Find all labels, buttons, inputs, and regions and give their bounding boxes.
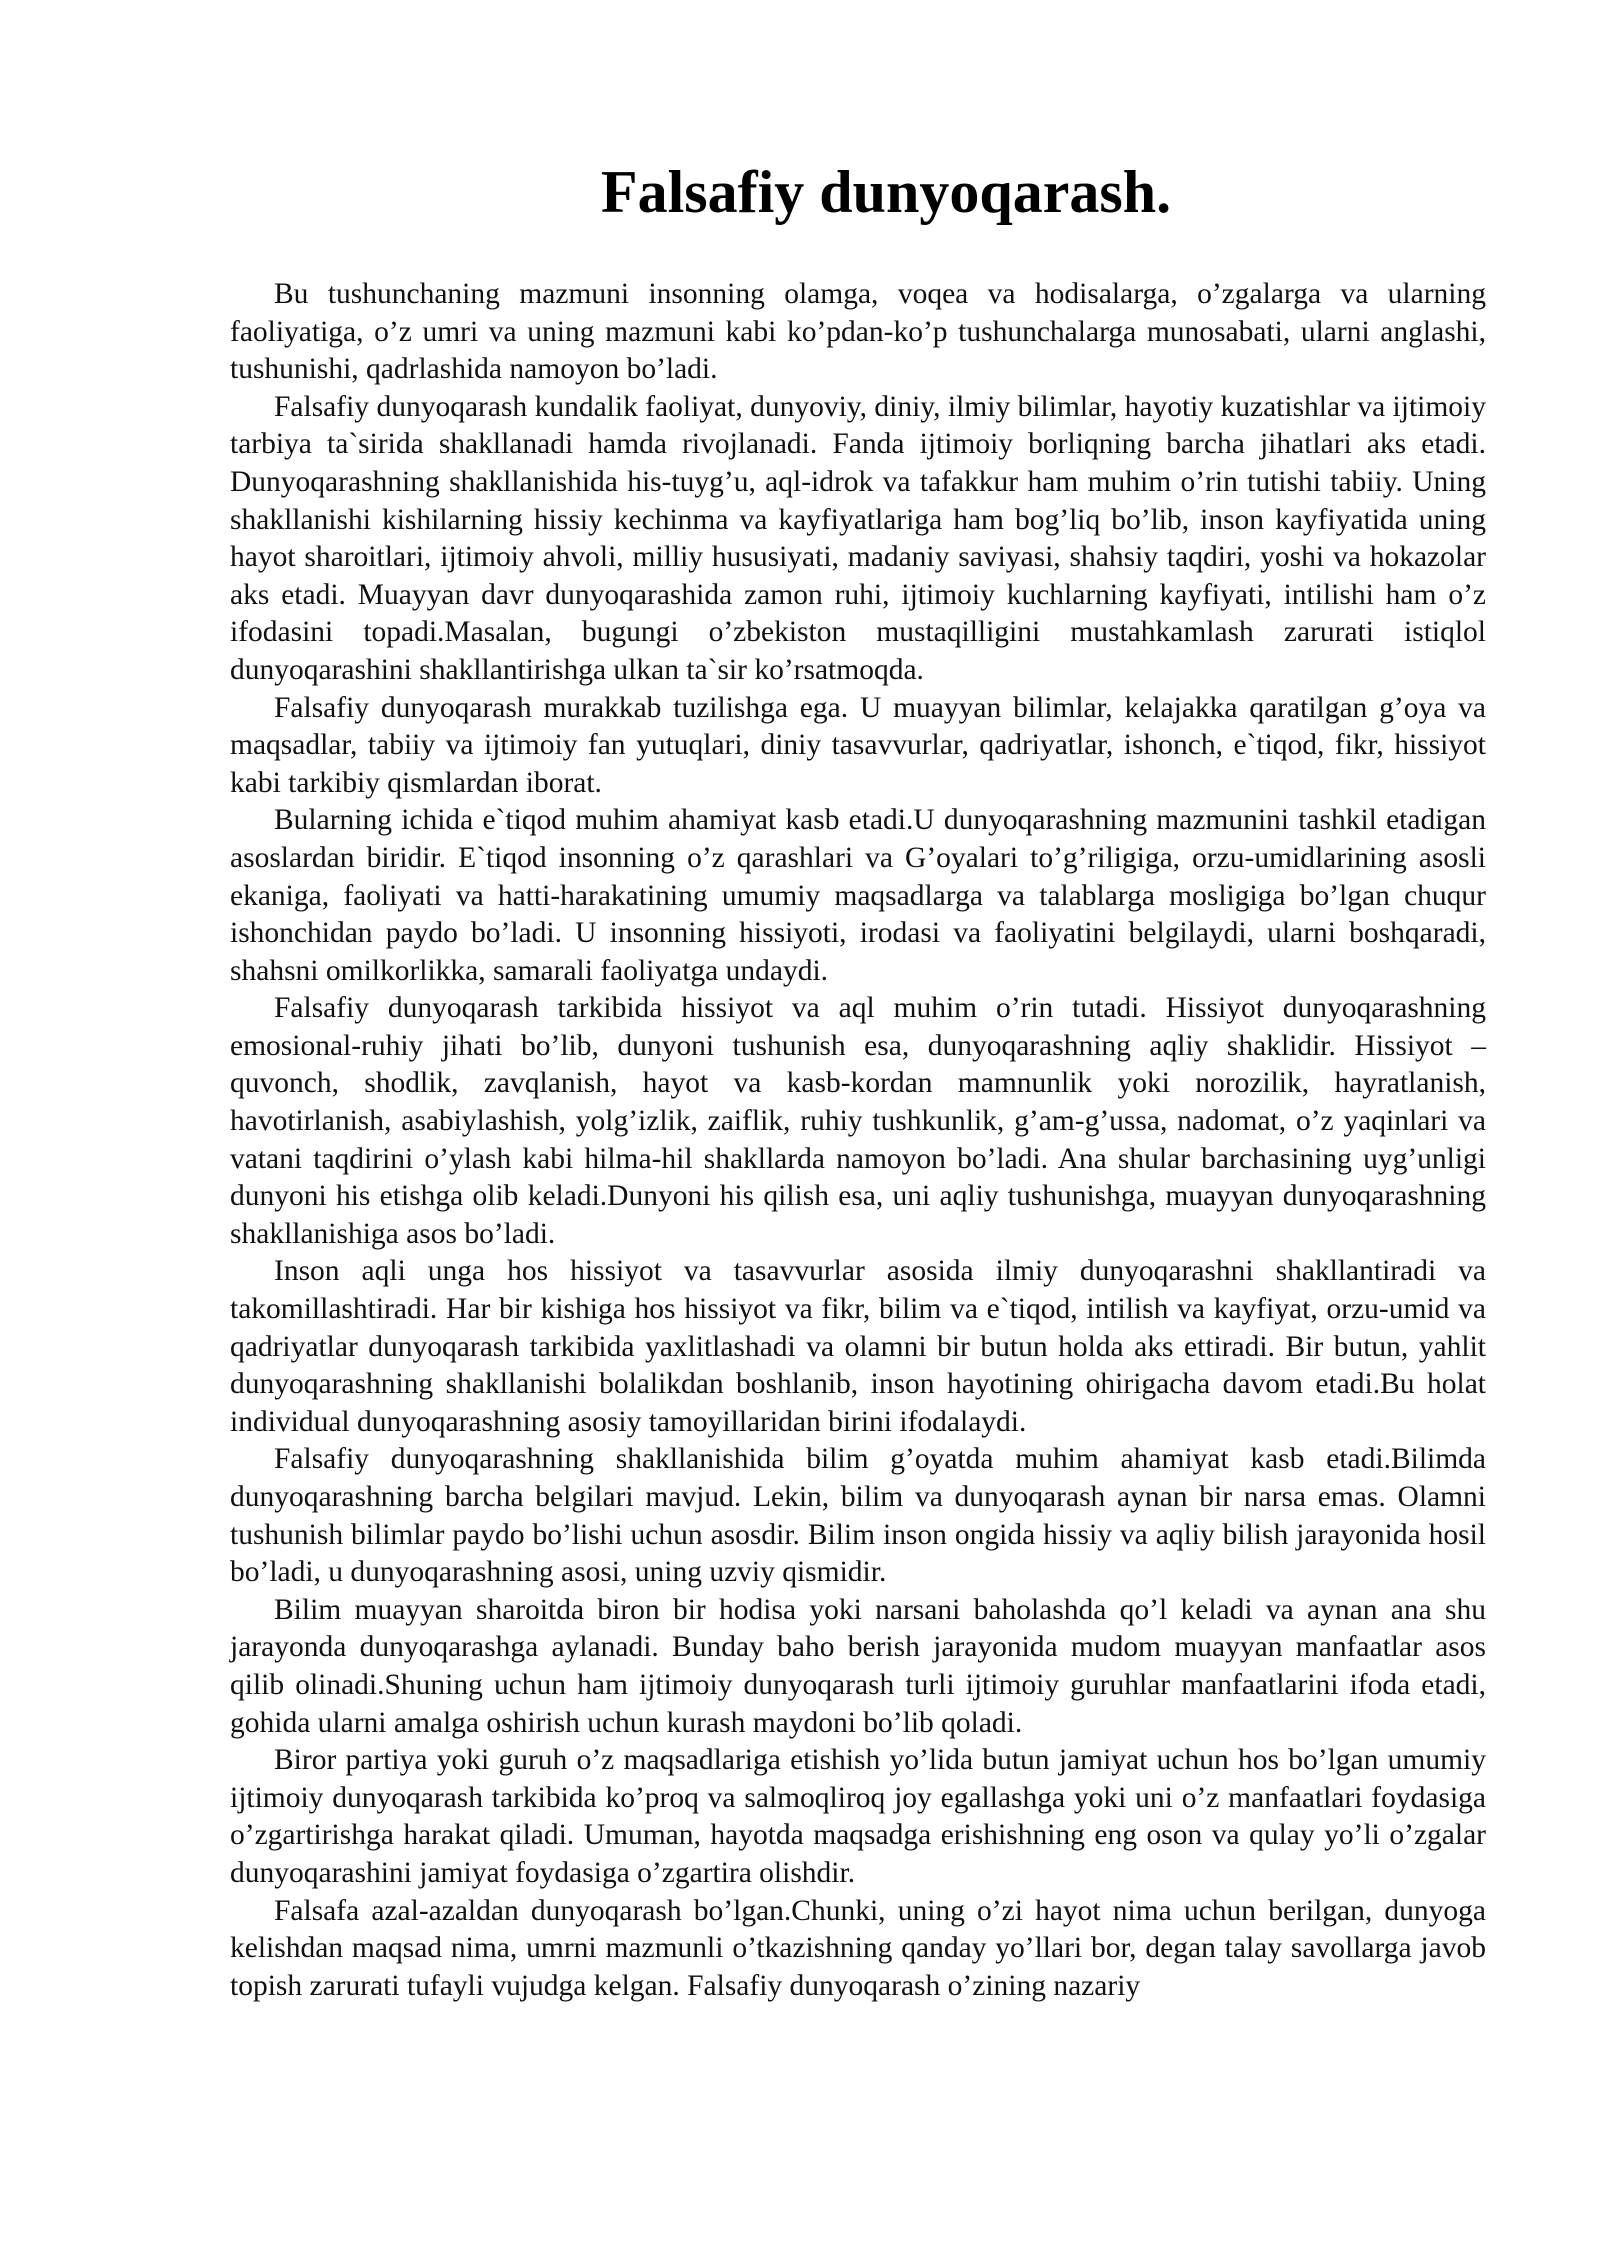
paragraph: Bilim muayyan sharoitda biron bir hodisa yoki narsani baholashda qo’l keladi va aynan ana shu jarayonda dunyoqarashga aylanadi. Bunday baho berish jarayonida mudom muayyan manfaatlar asos qilib olinadi.Shuning uchun ham ijtimoiy dunyoqarash turli ijtimoiy guruhlar manfaatlarini ifoda etadi, gohida ularni amalga oshirish uchun kurash maydoni bo’lib qoladi.: [230, 1593, 1486, 1739]
paragraph: Falsafiy dunyoqarash tarkibida hissiyot va aql muhim o’rin tutadi. Hissiyot dunyoqarashning emosional-ruhiy jihati bo’lib, dunyoni tushunish esa, dunyoqarashning aqliy shaklidir. Hissiyot – quvonch, shodlik, zavqlanish, hayot va kasb-kordan mamnunlik yoki norozilik, hayratlanish, havotirlanish, asabiylashish, yolg’izlik, zaiflik, ruhiy tushkunlik, g’am-g’ussa, nadomat, o’z yaqinlari va vatani taqdirini o’ylash kabi hilma-hil shakllarda namoyon bo’ladi. Ana shular barchasining uyg’unligi dunyoni his etishga olib keladi.Dunyoni his qilish esa, uni aqliy tushunishga, muayyan dunyoqarashning shakllanishiga asos bo’ladi.: [230, 992, 1486, 1250]
paragraph: Bularning ichida e`tiqod muhim ahamiyat kasb etadi.U dunyoqarashning mazmunini tashkil etadigan asoslardan biridir. E`tiqod insonning o’z qarashlari va G’oyalari to’g’riligiga, orzu-umidlarining asosli ekaniga, faoliyati va hatti-harakatining umumiy maqsadlarga va talablarga mosligiga bo’lgan chuqur ishonchidan paydo bo’ladi. U insonning hissiyoti, irodasi va faoliyatini belgilaydi, ularni boshqaradi, shahsni omilkorlikka, samarali faoliyatga undaydi.: [230, 804, 1486, 987]
document-body: [230, 276, 1486, 2005]
paragraph: Falsafiy dunyoqarash murakkab tuzilishga ega. U muayyan bilimlar, kelajakka qaratilgan g’oya va maqsadlar, tabiiy va ijtimoiy fan yutuqlari, diniy tasavvurlar, qadriyatlar, ishonch, e`tiqod, fikr, hissiyot kabi tarkibiy qismlardan iborat.: [230, 691, 1486, 799]
page-title: Falsafiy dunyoqarash.: [600, 159, 1172, 225]
paragraph: Bu tushunchaning mazmuni insonning olamga, voqea va hodisalarga, o’zgalarga va ularning faoliyatiga, o’z umri va uning mazmuni kabi ko’pdan-ko’p tushunchalarga munosabati, ularni anglashi, tushunishi, qadrlashida namoyon bo’ladi.: [230, 278, 1486, 386]
paragraph: Falsafa azal-azaldan dunyoqarash bo’lgan.Chunki, uning o’zi hayot nima uchun berilgan, dunyoga kelishdan maqsad nima, umrni mazmunli o’tkazishning qanday yo’llari bor, degan talay savollarga javob topish zarurati tufayli vujudga kelgan. Falsafiy dunyoqarash o’zining nazariy: [230, 1894, 1486, 2002]
paragraph: Falsafiy dunyoqarashning shakllanishida bilim g’oyatda muhim ahamiyat kasb etadi.Bilimda dunyoqarashning barcha belgilari mavjud. Lekin, bilim va dunyoqarash aynan bir narsa emas. Olamni tushunish bilimlar paydo bo’lishi uchun asosdir. Bilim inson ongida hissiy va aqliy bilish jarayonida hosil bo’ladi, u dunyoqarashning asosi, uning uzviy qismidir.: [230, 1443, 1486, 1589]
paragraph: Falsafiy dunyoqarash kundalik faoliyat, dunyoviy, diniy, ilmiy bilimlar, hayotiy kuzatishlar va ijtimoiy tarbiya ta`sirida shakllanadi hamda rivojlanadi. Fanda ijtimoiy borliqning barcha jihatlari aks etadi. Dunyoqarashning shakllanishida his-tuyg’u, aql-idrok va tafakkur ham muhim o’rin tutishi tabiiy. Uning shakllanishi kishilarning hissiy kechinma va kayfiyatlariga ham bog’liq bo’lib, inson kayfiyatida uning hayot sharoitlari, ijtimoiy ahvoli, milliy hususiyati, madaniy saviyasi, shahsiy taqdiri, yoshi va hokazolar aks etadi. Muayyan davr dunyoqarashida zamon ruhi, ijtimoiy kuchlarning kayfiyati, intilishi ham o’z ifodasini topadi.Masalan, bugungi o’zbekiston mustaqilligini mustahkamlash zarurati istiqlol dunyoqarashini shakllantirishga ulkan ta`sir ko’rsatmoqda.: [230, 390, 1486, 686]
paragraph: Inson aqli unga hos hissiyot va tasavvurlar asosida ilmiy dunyoqarashni shakllantiradi va takomillashtiradi. Har bir kishiga hos hissiyot va fikr, bilim va e`tiqod, intilish va kayfiyat, orzu-umid va qadriyatlar dunyoqarash tarkibida yaxlitlashadi va olamni bir butun holda aks ettiradi. Bir butun, yahlit dunyoqarashning shakllanishi bolalikdan boshlanib, inson hayotining ohirigacha davom etadi.Bu holat individual dunyoqarashning asosiy tamoyillaridan birini ifodalaydi.: [230, 1255, 1486, 1438]
paragraph: Biror partiya yoki guruh o’z maqsadlariga etishish yo’lida butun jamiyat uchun hos bo’lgan umumiy ijtimoiy dunyoqarash tarkibida ko’proq va salmoqliroq joy egallashga yoki uni o’z manfaatlari foydasiga o’zgartirishga harakat qiladi. Umuman, hayotda maqsadga erishishning eng oson va qulay yo’li o’zgalar dunyoqarashini jamiyat foydasiga o’zgartira olishdir.: [230, 1744, 1486, 1889]
